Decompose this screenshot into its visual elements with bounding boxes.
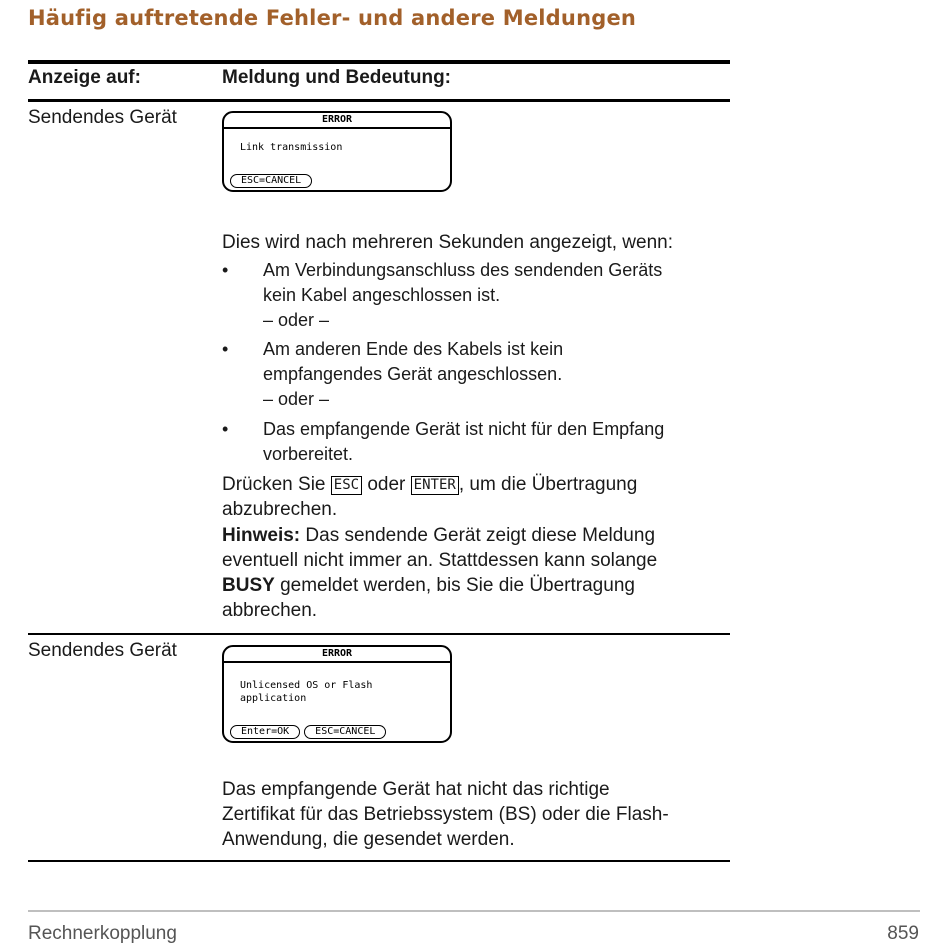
page-title: Häufig auftretende Fehler- und andere Meldungen (28, 6, 637, 30)
esc-cancel-softkey: ESC=CANCEL (230, 174, 312, 188)
row2-device-label: Sendendes Gerät (28, 640, 177, 661)
note-paragraph (222, 523, 732, 623)
note-busy: BUSY (222, 575, 275, 596)
header-bottom-rule (28, 99, 730, 102)
screen-message (240, 679, 372, 705)
note-line2: eventuell nicht immer an. Stattdessen kann solange (222, 550, 658, 571)
footer-rule (28, 910, 920, 912)
screen-buttons (230, 174, 312, 188)
column-header-message: Meldung und Bedeutung: (222, 67, 452, 88)
esc-key: ESC (331, 476, 362, 495)
row1-device-label: Sendendes Gerät (28, 107, 177, 128)
error-screen-unlicensed (222, 645, 452, 743)
press-post: , um die Übertragung (458, 474, 638, 495)
row-divider (28, 633, 730, 635)
column-header-display: Anzeige auf: (28, 67, 141, 88)
bullet-1-line2: kein Kabel angeschlossen ist. (263, 285, 501, 305)
error-screen-link-transmission (222, 111, 452, 192)
bullet-2-line1: Am anderen Ende des Kabels ist kein (263, 339, 564, 359)
row1-intro: Dies wird nach mehreren Sekunden angezeigt, wenn: (222, 232, 673, 253)
bullet-2-line2: empfangendes Gerät angeschlossen. (263, 364, 563, 384)
row2-description (222, 777, 732, 852)
bullet-1-or: – oder – (263, 310, 330, 330)
press-or: oder (367, 474, 406, 495)
press-line2: abzubrechen. (222, 499, 338, 520)
note-label: Hinweis: (222, 525, 301, 546)
enter-ok-softkey: Enter=OK (230, 725, 300, 739)
screen-buttons (230, 725, 386, 739)
row2-desc-line2: Zertifikat für das Betriebssystem (BS) oder die Flash- (222, 804, 669, 825)
note-text-3: gemeldet werden, bis Sie die Übertragung (274, 575, 635, 596)
bullet-marker: • (222, 339, 229, 359)
note-line1 (222, 523, 732, 548)
row2-desc-line3: Anwendung, die gesendet werden. (222, 829, 515, 850)
screen-message-line1: Unlicensed OS or Flash (240, 680, 373, 691)
bullet-1 (263, 258, 733, 333)
bullet-2-or: – oder – (263, 389, 330, 409)
note-text-1: Das sendende Gerät zeigt diese Meldung (300, 525, 656, 546)
row2-desc-line1: Das empfangende Gerät hat nicht das richtige (222, 779, 610, 800)
screen-message-line2: application (240, 693, 307, 704)
footer-section-name: Rechnerkopplung (28, 923, 177, 944)
enter-key: ENTER (411, 476, 459, 495)
bullet-3 (263, 417, 733, 467)
bullet-3-line2: vorbereitet. (263, 444, 354, 464)
bullet-marker: • (222, 419, 229, 439)
bullet-marker: • (222, 260, 229, 280)
note-line4: abbrechen. (222, 600, 318, 621)
note-line3 (222, 573, 732, 598)
table-bottom-rule (28, 860, 730, 862)
press-keys-paragraph (222, 472, 732, 522)
table-top-rule (28, 60, 730, 64)
screen-message: Link transmission (240, 142, 343, 153)
press-pre: Drücken Sie (222, 474, 326, 495)
press-line1 (222, 472, 732, 497)
page-number: 859 (887, 923, 919, 944)
bullet-3-line1: Das empfangende Gerät ist nicht für den Empfang (263, 419, 665, 439)
bullet-2 (263, 337, 733, 412)
esc-cancel-softkey: ESC=CANCEL (304, 725, 386, 739)
bullet-1-line1: Am Verbindungsanschluss des sendenden Geräts (263, 260, 663, 280)
screen-title: ERROR (224, 647, 450, 663)
screen-title: ERROR (224, 113, 450, 129)
